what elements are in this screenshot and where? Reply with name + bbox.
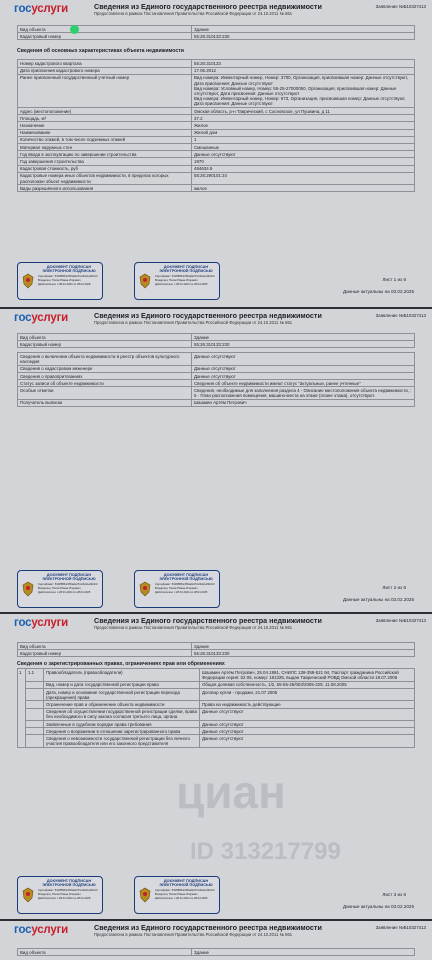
row-label: Кадастровые номера иных объектов недвижимости, в пределах которых расположен объект недвижимости [18, 173, 192, 184]
row-label: Площадь, м² [18, 115, 192, 121]
row-value: Вид номера: Инвентарный номер, Номер: 3700, Организация, присвоившая номер: Данные отсутствуют, Дата присвоения: Данные отсутствуют Вид номера: Условный номер, Номер: 55-25-27000050, Организация, присвоившая номер: Данные отсутствуют, Дата присвоения: Данные отсутствуют Вид номера: Инвентарный номер, Номер: 673, Организация, присвоившая номер: Данные отсутствуют, Дата присвоения: Данные отсутствуют [194, 75, 408, 107]
row-label: Заявленные в судебном порядке права требования [44, 721, 200, 727]
row-value: Сведения, необходимые для заполнения раздела 4 - Описание местоположения объекта недвижимости, ; 5 - План расположения помещения, машино-места на этаже (плане этажа), отсутствуют. [194, 387, 412, 399]
coat-of-arms-icon [21, 887, 35, 903]
table-row [25, 689, 415, 701]
request-number: Заявление №Б10327413 [375, 618, 426, 623]
row-label: Материал наружных стен [18, 144, 192, 150]
row-value: Шашмин Артём Петрович [194, 400, 247, 406]
row-value: Данные отсутствуют [202, 709, 244, 715]
row-label: Кадастровая стоимость, руб [18, 166, 192, 172]
cursor-indicator [70, 25, 79, 34]
details-table [17, 352, 415, 407]
page-header [0, 0, 432, 22]
table-row: Вид объекта Здание [17, 949, 415, 956]
table-row [25, 669, 415, 681]
row-value: Данные отсутствуют [202, 735, 244, 741]
gosuslugi-logo: госуслуги [14, 312, 69, 324]
row-value: 55:26:310133 [194, 60, 221, 66]
table-row [17, 166, 415, 173]
table-row [17, 75, 415, 108]
e-signature-stamp: ДОКУМЕНТ ПОДПИСАН ЭЛЕКТРОННОЙ ПОДПИСЬЮ Сертификат: 53185954c054a0e7bcc62e1e6b3c3 Владелец: Поляк Роман Игоревич Действителен: с 28.01.2024 по 28.04.2025 [17, 262, 103, 300]
row-subnumber [26, 689, 44, 700]
request-number: Заявление №Б10327413 [375, 4, 426, 9]
document-subtitle: Предоставлена в рамках Постановления Правительства Российской Федерации от 24.10.2011 № 861 [94, 11, 293, 16]
row-value: Данные отсутствуют [194, 366, 236, 372]
row-label: Особые отметки [18, 387, 192, 398]
gosuslugi-logo: госуслуги [14, 924, 69, 936]
table-row [17, 68, 415, 75]
watermark-text: циан [176, 766, 286, 818]
extract-page-1 [0, 0, 432, 307]
row-label: Дата присвоения кадастрового номера [18, 68, 192, 74]
row-value: Данные отсутствуют [194, 151, 236, 157]
sheet-number: Лист 2 из 6 [382, 585, 406, 590]
row-value: 1 [194, 137, 197, 143]
row-value: Права на недвижимость действующие [202, 701, 281, 707]
table-row [17, 60, 415, 67]
section-title: Сведения о зарегистрированных правах, ограничениях прав или обременениях [17, 661, 225, 668]
row-value: жилое [194, 185, 207, 191]
table-row [25, 709, 415, 721]
row-label: Сведения о включении объекта недвижимости в реестр объектов культурного наследия [18, 353, 192, 364]
table-row: Вид объекта Здание [17, 643, 415, 650]
watermark-id: ID 313217799 [190, 838, 341, 865]
table-row [17, 380, 415, 387]
row-value: Договор купли - продажи, 21.07.2005 [202, 689, 278, 695]
row-label: Виды разрешённого использования [18, 185, 192, 191]
document-subtitle: Предоставлена в рамках Постановления Правительства Российской Федерации от 24.10.2011 № 861 [94, 625, 293, 630]
row-value: Шашмин Артём Петрович, 25.04.1991, СНИЛС 139-359-521 94, Паспорт гражданина Российской Федерации серия: 52 05, номер: 181325, выдан Таврический РОВД Омской области 19.07.2005 [202, 669, 399, 681]
row-value: 1970 [194, 158, 204, 164]
row-value: Общая долевая собственность, 1/2, 55-55-25/003/2005-229, 11.08.2005 [202, 682, 347, 688]
row-label: Адрес (местоположение) [18, 108, 192, 114]
table-row [25, 701, 415, 708]
row-label: Сведения о кадастровом инженере [18, 366, 192, 372]
page-header [0, 309, 432, 331]
row-value: Жилой дом [194, 130, 218, 136]
row-label: Год ввода в эксплуатацию по завершении строительства [18, 151, 192, 157]
row-label: Вид, номер и дата государственной регистрации права [44, 682, 200, 688]
row-label: Сведения о правопритязаниях [18, 373, 192, 379]
table-row: Вид объекта Здание [17, 334, 415, 341]
e-signature-stamp: ДОКУМЕНТ ПОДПИСАН ЭЛЕКТРОННОЙ ПОДПИСЬЮ Сертификат: 53185954c054a0e7bcc62e1e6b3c3 Владелец: Поляк Роман Игоревич Действителен: с 28.01.2024 по 28.04.2025 [17, 876, 103, 914]
row-value: Жилое [194, 122, 209, 128]
document-title: Сведения из Единого государственного реестра недвижимости [94, 923, 322, 932]
row-label: Правообладатель (правообладатели) [44, 669, 200, 680]
row-subnumber [26, 682, 44, 688]
row-value: Данные отсутствуют [202, 721, 244, 727]
row-value: Смешанные [194, 144, 220, 150]
rights-rows [25, 669, 415, 747]
coat-of-arms-icon [138, 581, 152, 597]
request-number: Заявление №Б10327413 [375, 925, 426, 930]
row-value: Данные отсутствуют [194, 353, 236, 359]
row-label: Сведения о невозможности государственной регистрации без личного участия правообладателя или его законного представителя [44, 735, 200, 746]
object-id-table [17, 642, 415, 657]
row-value: Данные отсутствуют [202, 728, 244, 734]
e-signature-stamp: ДОКУМЕНТ ПОДПИСАН ЭЛЕКТРОННОЙ ПОДПИСЬЮ Сертификат: 53185954c054a0e7bcc62e1e6b3c3 Владелец: Поляк Роман Игоревич Действителен: с 28.01.2024 по 28.04.2025 [134, 570, 220, 608]
table-row [17, 108, 415, 115]
extract-page-4 [0, 921, 432, 960]
table-row [17, 366, 415, 373]
table-row [17, 185, 415, 192]
table-row [17, 115, 415, 122]
table-row [17, 353, 415, 365]
object-id-table [17, 333, 415, 348]
table-row [17, 400, 415, 407]
row-value: 37.2 [194, 115, 203, 121]
row-value: Сведения об объекте недвижимости имеют статус "актуальные, ранее учтенные" [194, 380, 361, 386]
coat-of-arms-icon [138, 887, 152, 903]
row-label: Дата, номер и основание государственной регистрации перехода (прекращения) права [44, 689, 200, 700]
document-title: Сведения из Единого государственного реестра недвижимости [94, 616, 322, 625]
actual-date: Данные актуальны на 03.02.2025 [343, 289, 414, 294]
gosuslugi-logo: госуслуги [14, 3, 69, 15]
gosuslugi-logo: госуслуги [14, 617, 69, 629]
table-row: Кадастровый номер 55:26:310133:230 [17, 650, 415, 657]
e-signature-stamp: ДОКУМЕНТ ПОДПИСАН ЭЛЕКТРОННОЙ ПОДПИСЬЮ Сертификат: 53185954c054a0e7bcc62e1e6b3c3 Владелец: Поляк Роман Игоревич Действителен: с 28.01.2024 по 28.04.2025 [134, 876, 220, 914]
table-row [17, 387, 415, 399]
table-row: Вид объекта Здание [17, 26, 415, 33]
table-row [17, 151, 415, 158]
row-label: Статус записи об объекте недвижимости [18, 380, 192, 386]
row-label: Номер кадастрового квартала [18, 60, 192, 66]
row-subnumber: 1.1 [26, 669, 44, 680]
row-subnumber [26, 735, 44, 746]
sheet-number: Лист 1 из 6 [382, 277, 406, 282]
table-row [17, 158, 415, 165]
section-title: Сведения об основных характеристиках объекта недвижимости [17, 48, 184, 55]
table-row [25, 728, 415, 735]
table-row [25, 682, 415, 689]
table-row: Кадастровый номер 55:26:310133:230 [17, 341, 415, 348]
rights-number: 1 [17, 669, 25, 747]
document-subtitle: Предоставлена в рамках Постановления Правительства Российской Федерации от 24.10.2011 № 861 [94, 320, 293, 325]
coat-of-arms-icon [138, 273, 152, 289]
row-label: Сведения об осуществлении государственной регистрации сделки, права без необходимого в силу закона согласия третьего лица, органа [44, 709, 200, 720]
characteristics-table [17, 59, 415, 192]
actual-date: Данные актуальны на 03.02.2025 [343, 597, 414, 602]
row-label: Назначение [18, 122, 192, 128]
table-row [17, 144, 415, 151]
e-signature-stamp: ДОКУМЕНТ ПОДПИСАН ЭЛЕКТРОННОЙ ПОДПИСЬЮ Сертификат: 53185954c054a0e7bcc62e1e6b3c3 Владелец: Поляк Роман Игоревич Действителен: с 28.01.2024 по 28.04.2025 [134, 262, 220, 300]
table-row [17, 173, 415, 185]
table-row [17, 122, 415, 129]
row-label: Год завершения строительства [18, 158, 192, 164]
coat-of-arms-icon [21, 581, 35, 597]
coat-of-arms-icon [21, 273, 35, 289]
row-subnumber [26, 721, 44, 727]
page-header [0, 614, 432, 636]
document-title: Сведения из Единого государственного реестра недвижимости [94, 2, 322, 11]
request-number: Заявление №Б10327413 [375, 313, 426, 318]
row-value: 55:26:290101:24 [194, 173, 227, 179]
sheet-number: Лист 3 из 6 [382, 892, 406, 897]
document-subtitle: Предоставлена в рамках Постановления Правительства Российской Федерации от 24.10.2011 № 861 [94, 932, 293, 937]
table-row: Кадастровый номер 55:26:310133:230 [17, 33, 415, 40]
table-row [17, 373, 415, 380]
document-title: Сведения из Единого государственного реестра недвижимости [94, 311, 322, 320]
table-row [25, 721, 415, 728]
row-label: Количество этажей, в том числе подземных этажей [18, 137, 192, 143]
row-label: Ранее присвоенный государственный учетный номер [18, 75, 192, 107]
row-subnumber [26, 701, 44, 707]
row-value: 17.06.2012 [194, 68, 216, 74]
rights-table [17, 668, 415, 747]
row-label: Наименование [18, 130, 192, 136]
row-subnumber [26, 728, 44, 734]
row-value: Омская область, р-н Таврический, с Сосновское, ул Пушкина, д 11 [194, 108, 330, 114]
row-subnumber [26, 709, 44, 720]
table-row [25, 735, 415, 747]
row-label: Ограничение прав и обременение объекта недвижимости [44, 701, 200, 707]
row-label: Получатель выписки [18, 400, 192, 406]
row-value: Данные отсутствуют [194, 373, 236, 379]
extract-page-2 [0, 309, 432, 612]
table-row [17, 137, 415, 144]
row-label: Сведения о возражении в отношении зарегистрированного права [44, 728, 200, 734]
object-id-table [17, 948, 415, 956]
e-signature-stamp: ДОКУМЕНТ ПОДПИСАН ЭЛЕКТРОННОЙ ПОДПИСЬЮ Сертификат: 53185954c054a0e7bcc62e1e6b3c3 Владелец: Поляк Роман Игоревич Действителен: с 28.01.2024 по 28.04.2025 [17, 570, 103, 608]
table-row [17, 130, 415, 137]
row-value: 484634.9 [194, 166, 213, 172]
page-header [0, 921, 432, 943]
actual-date: Данные актуальны на 03.02.2025 [343, 904, 414, 909]
